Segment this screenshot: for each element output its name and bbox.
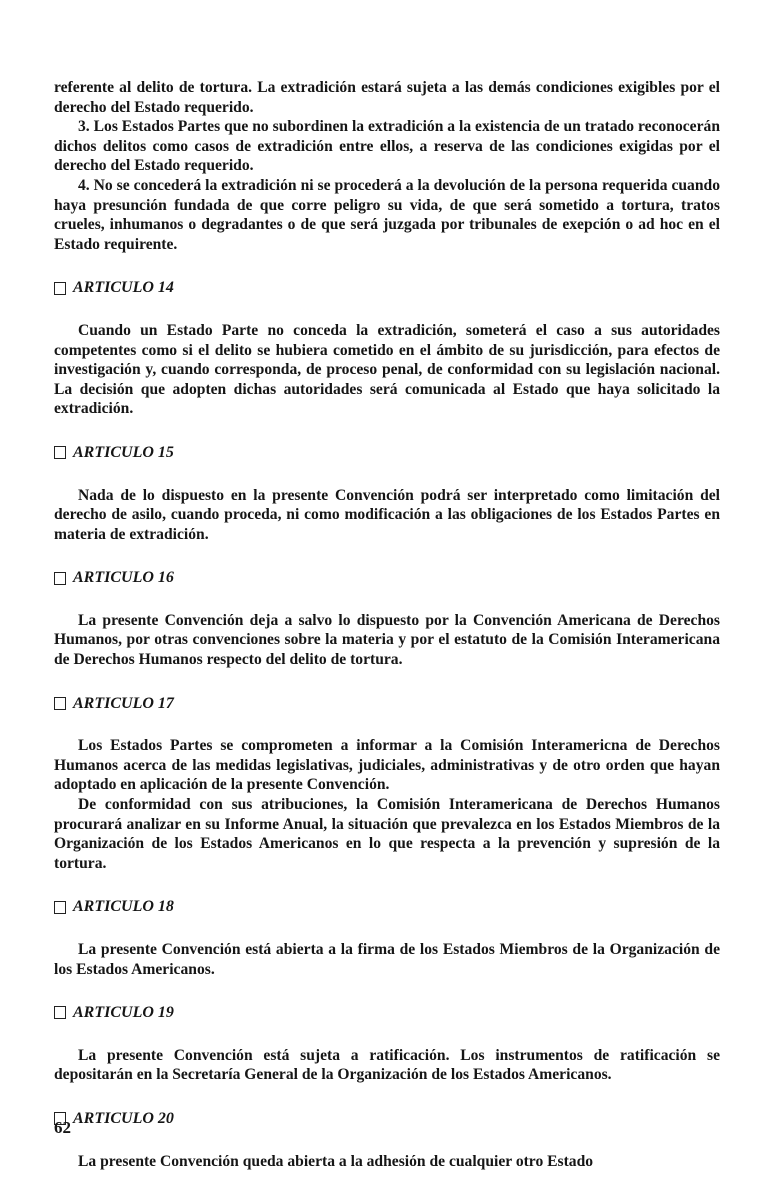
article-heading-label: ARTICULO 17 bbox=[73, 694, 174, 712]
article-heading-label: ARTICULO 19 bbox=[73, 1004, 174, 1022]
article-heading bbox=[54, 568, 720, 588]
checkbox-square-icon bbox=[54, 1006, 66, 1019]
paragraph: 3. Los Estados Partes que no subordinen la extradición a la existencia de un tratado reconocerán dichos delitos como casos de extradición entre ellos, a reserva de las condiciones exigidas por el derecho del Estado requerido. bbox=[54, 118, 720, 175]
page-body bbox=[54, 78, 720, 1171]
paragraph: referente al delito de tortura. La extradición estará sujeta a las demás condiciones exigibles por el derecho del Estado requerido. bbox=[54, 79, 720, 116]
checkbox-square-icon bbox=[54, 572, 66, 585]
page-number: 62 bbox=[54, 1118, 71, 1137]
article-heading-label: ARTICULO 16 bbox=[73, 569, 174, 587]
paragraph: La presente Convención queda abierta a la adhesión de cualquier otro Estado bbox=[78, 1152, 594, 1170]
article-heading-label: ARTICULO 14 bbox=[73, 279, 174, 297]
paragraph: La presente Convención está abierta a la firma de los Estados Miembros de la Organización de los Estados Americanos. bbox=[54, 941, 720, 978]
paragraph: De conformidad con sus atribuciones, la Comisión Interamericana de Derechos Humanos procurará analizar en su Informe Anual, la situación que prevalezca en los Estados Miembros de la Organización de los Estados Americanos en lo que respecta a la prevención y supresión de la tortura. bbox=[54, 796, 720, 872]
article-heading bbox=[54, 443, 720, 463]
article-heading bbox=[54, 1003, 720, 1023]
article-heading bbox=[54, 897, 720, 917]
checkbox-square-icon bbox=[54, 282, 66, 295]
paragraph: La presente Convención deja a salvo lo dispuesto por la Convención Americana de Derechos Humanos, por otras convenciones sobre la materia y por el estatuto de la Comisión Interamericana de Derechos Humanos respecto del delito de tortura. bbox=[54, 611, 720, 669]
checkbox-square-icon bbox=[54, 446, 66, 459]
paragraph: 4. No se concederá la extradición ni se procederá a la devolución de la persona requerida cuando haya presunción fundada de que corre peligro su vida, de que será sometido a tortura, tratos crueles, inhumanos o degradantes o de que será juzgada por tribunales de exepción o ad hoc en el Estado requirente. bbox=[54, 176, 720, 253]
paragraph: Nada de lo dispuesto en la presente Convención podrá ser interpretado como limitación del derecho de asilo, cuando proceda, ni como modificación a las obligaciones de los Estados Partes en materia de extradición. bbox=[54, 486, 720, 543]
paragraph: Cuando un Estado Parte no conceda la extradición, someterá el caso a sus autoridades competentes como si el delito se hubiera cometido en el ámbito de su jurisdicción, para efectos de investigación y, cuando corresponda, de proceso penal, de conformidad con su legislación nacional. La decisión que adopten dichas autoridades será comunicada al Estado que haya solicitado la extradición. bbox=[54, 321, 720, 418]
article-heading-label: ARTICULO 15 bbox=[73, 443, 174, 461]
article-heading-label: ARTICULO 20 bbox=[73, 1109, 174, 1127]
checkbox-square-icon bbox=[54, 697, 66, 710]
article-heading bbox=[54, 278, 720, 298]
paragraph: Los Estados Partes se comprometen a informar a la Comisión Interamericna de Derechos Humanos acerca de las medidas legislativas, judiciales, administrativas y de otro orden que hayan adoptado en aplicación de la presente Convención. bbox=[54, 737, 720, 794]
checkbox-square-icon bbox=[54, 901, 66, 914]
article-heading bbox=[54, 1109, 720, 1129]
article-heading-label: ARTICULO 18 bbox=[73, 898, 174, 916]
article-heading bbox=[54, 694, 720, 714]
paragraph: La presente Convención está sujeta a ratificación. Los instrumentos de ratificación se depositarán en la Secretaría General de la Organización de los Estados Americanos. bbox=[54, 1046, 720, 1084]
